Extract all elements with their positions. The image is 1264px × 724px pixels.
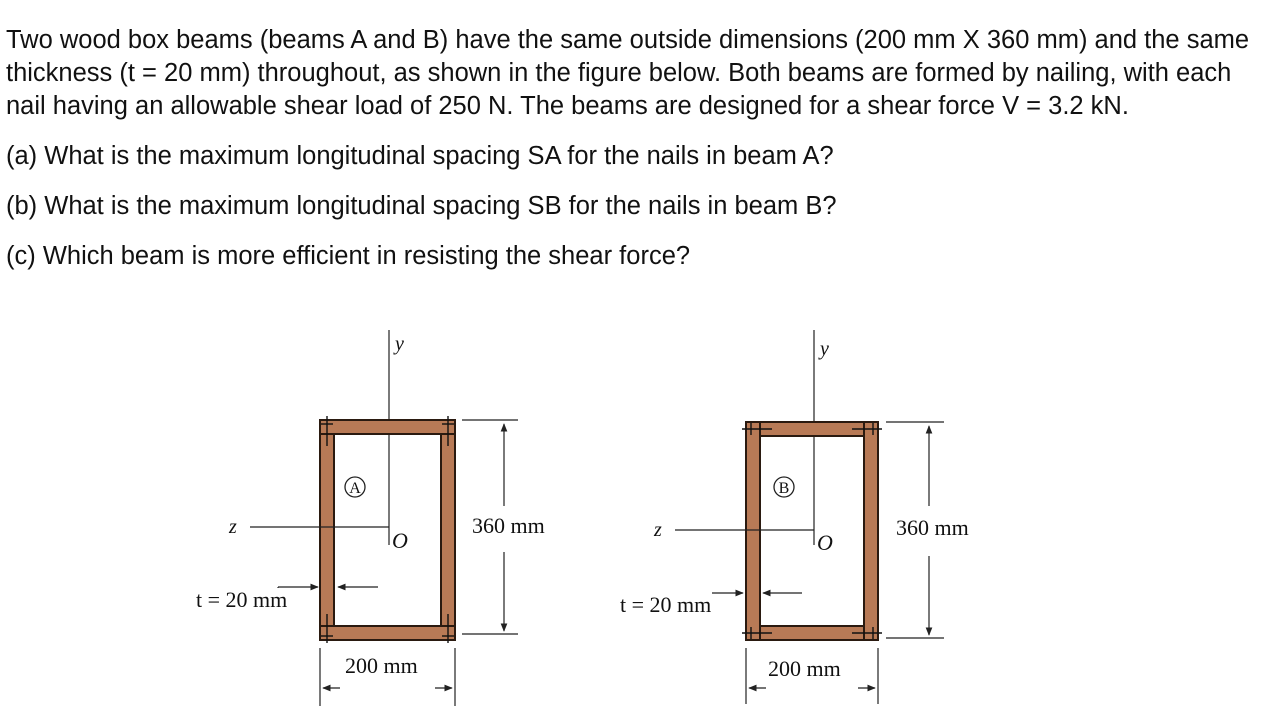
- question-b: (b) What is the maximum longitudinal spacing SB for the nails in beam B?: [6, 192, 837, 220]
- beam-b-section: [746, 422, 878, 640]
- question-a: (a) What is the maximum longitudinal spacing SA for the nails in beam A?: [6, 142, 834, 170]
- beam-a-right-web: [441, 434, 455, 626]
- beam-b-width-label: 200 mm: [768, 656, 841, 681]
- beam-a-marker-label: A: [349, 480, 361, 497]
- beam-b-top-flange: [760, 422, 864, 436]
- beam-b-left-web: [746, 422, 760, 640]
- beam-b-y-label: y: [820, 338, 829, 360]
- question-c: (c) Which beam is more efficient in resisting the shear force?: [6, 242, 691, 270]
- beam-a-top-flange: [320, 420, 455, 434]
- beam-a-z-label: z: [229, 516, 237, 538]
- beam-a-width-label: 200 mm: [345, 653, 418, 678]
- problem-intro: Two wood box beams (beams A and B) have the same outside dimensions (200 mm X 360 mm) and the same thickness (t = 20 mm) throughout, as shown in the figure below. Both beams are formed by nailing, with each nail having an allowable shear load of 250 N. The beams are designed for a shear force V = 3.2 kN.: [6, 26, 1250, 120]
- beam-b-nails: [742, 423, 882, 639]
- beam-b-figure: [620, 330, 969, 704]
- beam-a-bottom-flange: [320, 626, 455, 640]
- beam-b-bottom-flange: [760, 626, 864, 640]
- beam-b-right-web: [864, 422, 878, 640]
- beam-a-nails: [321, 416, 454, 643]
- beam-a-figure: [196, 330, 545, 706]
- beam-b-height-label: 360 mm: [896, 515, 969, 540]
- beam-a-y-label: y: [395, 333, 404, 355]
- beam-a-thickness-label: t = 20 mm: [196, 587, 288, 612]
- beam-b-marker-label: B: [778, 480, 790, 497]
- beam-a-height-label: 360 mm: [472, 513, 545, 538]
- beam-b-thickness-label: t = 20 mm: [620, 592, 712, 617]
- beam-a-origin-label: O: [392, 528, 408, 553]
- beam-a-section: [320, 420, 455, 640]
- beam-b-z-label: z: [654, 519, 662, 541]
- beam-b-origin-label: O: [817, 530, 833, 555]
- beam-a-left-web: [320, 434, 334, 626]
